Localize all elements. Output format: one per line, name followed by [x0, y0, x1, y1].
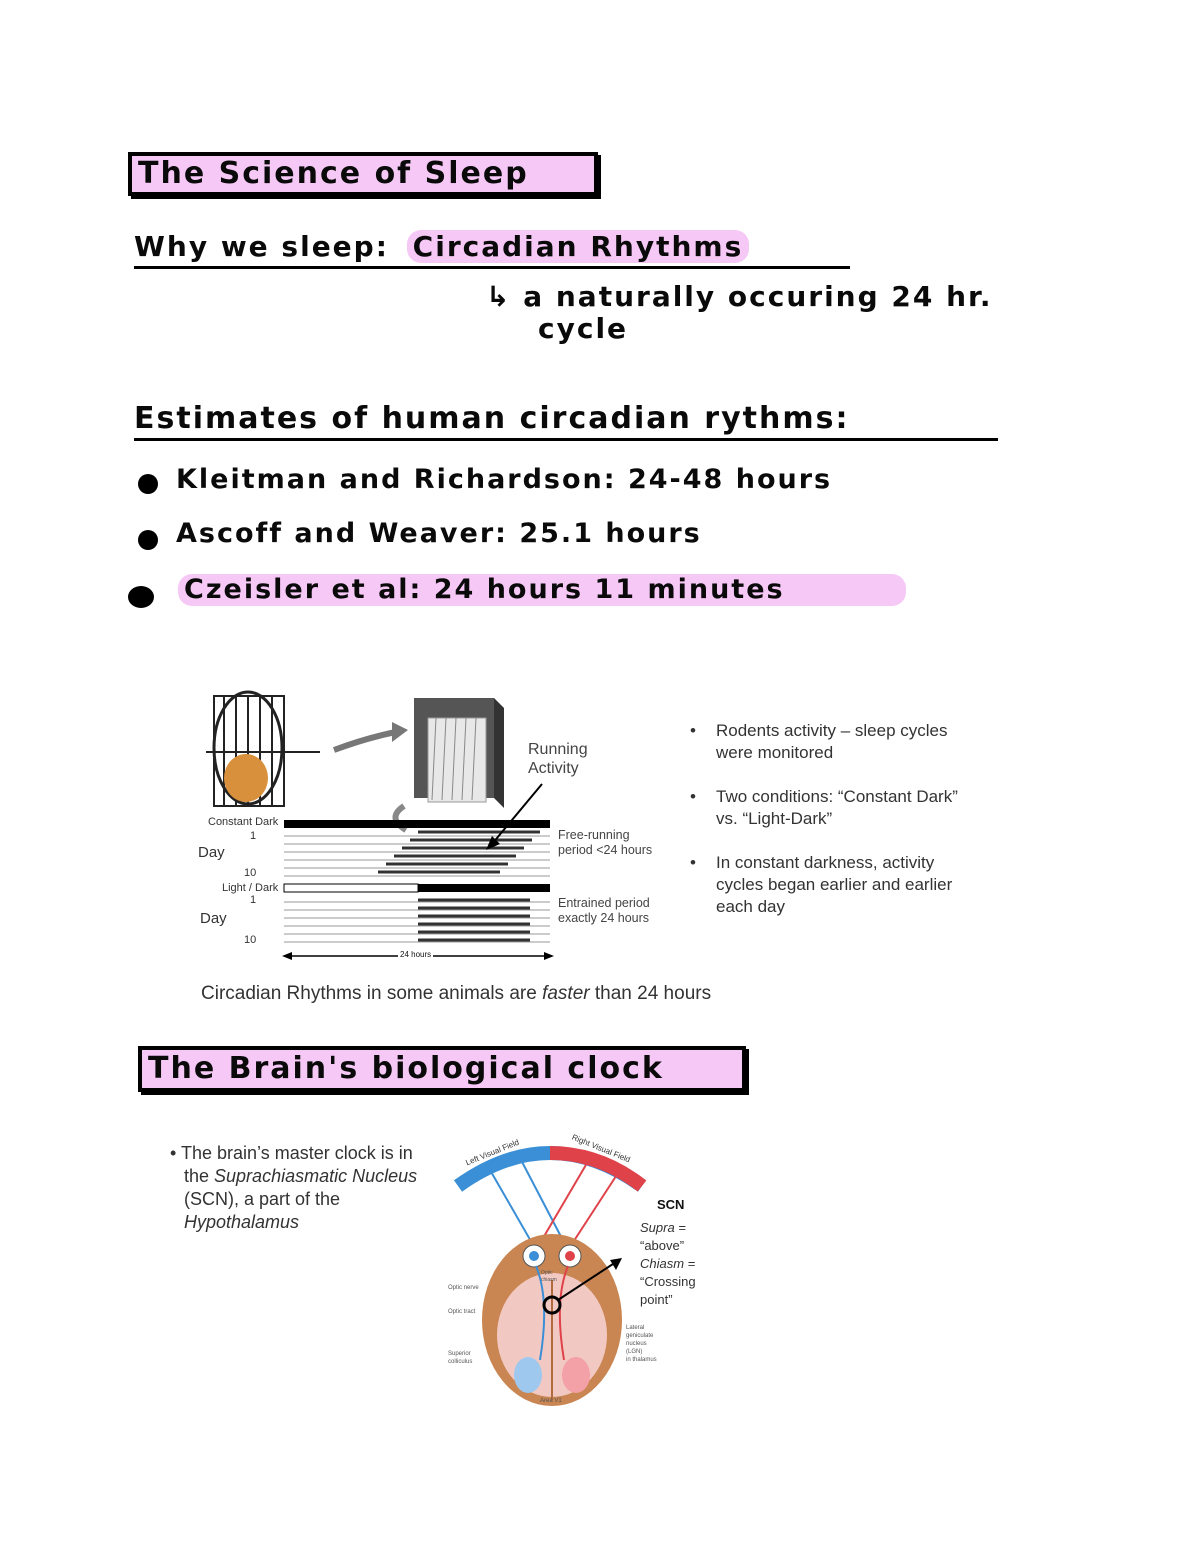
day-10-label: 10: [244, 867, 257, 879]
light-dark-label: Light / Dark: [222, 882, 279, 894]
why-note-line1: a naturally occuring 24 hr.: [523, 280, 993, 313]
estimate-item-text: Ascoff and Weaver: 25.1 hours: [176, 518, 702, 549]
why-topic: Circadian Rhythms: [407, 230, 750, 263]
optic-nerve-label: Optic nerve: [448, 1285, 479, 1291]
brain-icon: [482, 1234, 622, 1406]
scn-label: SCN: [657, 1197, 685, 1212]
section-title-text: The Brain's biological clock: [148, 1051, 664, 1086]
scn-bullet-em2: Hypothalamus: [184, 1212, 300, 1232]
why-note: [486, 280, 993, 314]
supra-label: Supra =: [640, 1220, 686, 1235]
above-label: “above”: [640, 1238, 685, 1253]
page-title: [128, 152, 598, 196]
scn-bullet-em1: Suprachiasmatic Nucleus: [214, 1166, 418, 1186]
point-label: point”: [640, 1292, 673, 1307]
caption-pre: Circadian Rhythms in some animals are: [201, 983, 543, 1004]
why-note-line2-text: cycle: [538, 312, 629, 345]
day-1-label: 1: [250, 830, 257, 842]
bullet-icon: [128, 586, 154, 608]
scn-bullet: • The brain’s master clock is in the Suprachiasmatic Nucleus (SCN), a part of the Hypothalamus: [170, 1143, 418, 1232]
figure1-bullet: • In constant darkness, activity cycles began earlier and earlier each day: [690, 852, 960, 918]
estimate-item-text: Czeisler et al: 24 hours 11 minutes: [184, 574, 785, 605]
bullet-icon: [138, 474, 158, 494]
figure1-bullets: [690, 720, 960, 940]
arrow-icon: ↳: [486, 280, 512, 313]
day-label: Day: [200, 910, 227, 927]
caption-post: than 24 hours: [589, 983, 712, 1004]
scn-bullet-mid: (SCN), a part of the: [184, 1189, 341, 1209]
why-note-line2: [538, 312, 628, 345]
day-10-label: 10: [244, 934, 257, 946]
running-wheel-icon: [206, 692, 320, 806]
figure1-bullet: • Two conditions: “Constant Dark” vs. “Light-Dark”: [690, 786, 960, 830]
page-title-text: The Science of Sleep: [138, 156, 529, 191]
estimate-item: [176, 464, 832, 495]
day-label: Day: [198, 844, 225, 861]
day-1-label: 1: [250, 894, 257, 906]
estimate-item-text: Kleitman and Richardson: 24-48 hours: [176, 464, 833, 495]
why-heading: [134, 230, 850, 269]
recorder-icon: [414, 698, 504, 808]
left-visual-field-label: Left Visual Field: [464, 1137, 521, 1168]
free-running-label: Free-running period <24 hours: [558, 828, 653, 857]
entrained-label: Entrained period exactly 24 hours: [558, 896, 650, 925]
why-label: Why we sleep:: [134, 230, 389, 263]
section-title: [138, 1046, 746, 1092]
scn-bullet-pre: The brain’s master clock is in the: [180, 1143, 413, 1186]
estimate-item: [176, 518, 702, 549]
optic-chiasm-label: Optic chiasm: [541, 1270, 557, 1283]
figure1-caption: [201, 983, 711, 1005]
optic-tract-label: Optic tract: [448, 1309, 476, 1315]
bullet-icon: [138, 530, 158, 550]
caption-em: faster: [542, 983, 590, 1004]
chiasm-label: Chiasm =: [640, 1256, 696, 1271]
lgn-label: Lateral geniculate nucleus (LGN) in thalamus: [626, 1325, 657, 1363]
figure1-bullet: • Rodents activity – sleep cycles were monitored: [690, 720, 960, 764]
24-hours-label: 24 hours: [400, 950, 432, 959]
running-activity-label: Running Activity: [528, 741, 588, 777]
constant-dark-label: Constant Dark: [208, 816, 279, 828]
estimates-heading: [134, 400, 998, 441]
estimate-item-highlighted: [178, 574, 906, 606]
area-v1-label: Area V1: [540, 1398, 562, 1404]
estimates-heading-text: Estimates of human circadian rythms:: [134, 401, 850, 436]
crossing-label: “Crossing: [640, 1274, 696, 1289]
right-visual-field-label: Right Visual Field: [570, 1132, 632, 1165]
superior-colliculus-label: Superior colliculus: [448, 1351, 473, 1365]
